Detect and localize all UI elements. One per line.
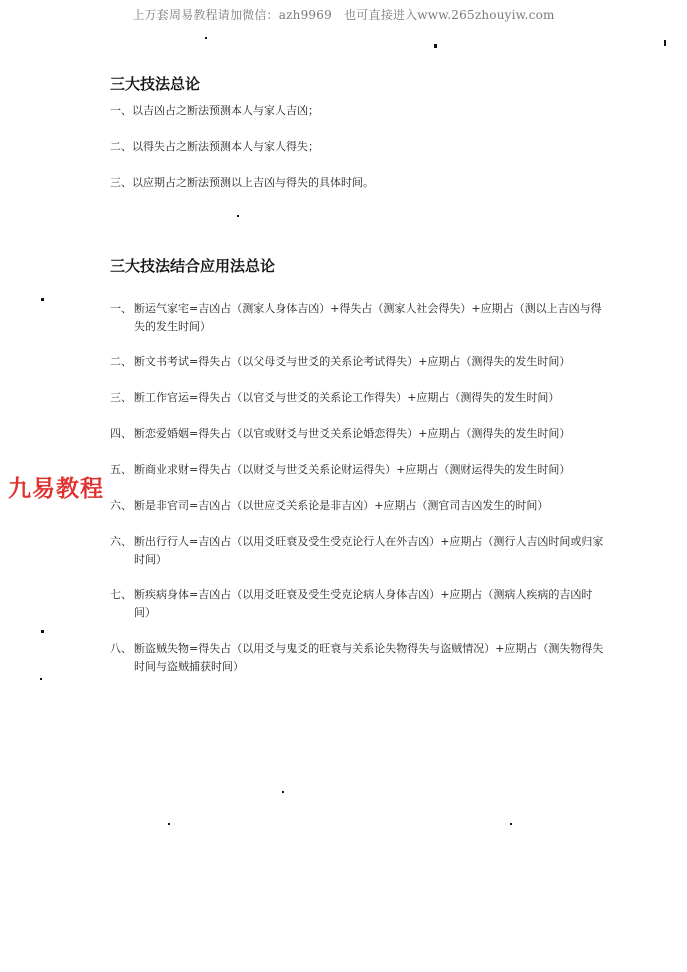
application-item — [110, 300, 605, 336]
item-number: 二、 — [110, 355, 132, 368]
scan-speck — [41, 630, 44, 633]
item-text: 断工作官运=得失占（以官爻与世爻的关系论工作得失）+应期占（测得失的发生时间） — [134, 391, 560, 404]
application-item — [110, 461, 605, 479]
item-text: 断盗贼失物=得失占（以用爻与鬼爻的旺衰与关系论失物得失与盗贼情况）+应期占（测失物得失时间与盗贼捕获时间） — [134, 642, 604, 673]
item-text: 断运气家宅=吉凶占（测家人身体吉凶）+得失占（测家人社会得失）+应期占（测以上吉凶与得失的发生时间） — [134, 302, 602, 333]
item-number: 七、 — [110, 588, 132, 601]
item-number: 八、 — [110, 642, 132, 655]
scan-speck — [510, 823, 512, 825]
scan-speck — [168, 823, 170, 825]
application-item — [110, 353, 605, 371]
header-watermark: 上万套周易教程请加微信：azh9969 也可直接进入www.265zhouyiw.com — [132, 8, 555, 22]
scan-speck — [434, 44, 437, 48]
item-number: 一、 — [110, 302, 132, 315]
section-title-combined-application: 三大技法结合应用法总论 — [110, 257, 276, 275]
item-number: 四、 — [110, 427, 132, 440]
scan-speck — [282, 791, 284, 793]
application-item — [110, 497, 605, 515]
item-number: 六、 — [110, 535, 132, 548]
item-number: 三、 — [110, 391, 132, 404]
application-item — [110, 533, 605, 569]
scan-speck — [664, 40, 666, 46]
side-watermark-logo: 九易教程 — [8, 476, 104, 502]
scan-speck — [205, 37, 207, 39]
item-number: 五、 — [110, 463, 132, 476]
application-item — [110, 586, 605, 622]
application-item — [110, 389, 605, 407]
technique-line-2: 二、以得失占之断法预测本人与家人得失； — [110, 140, 319, 153]
scan-speck — [41, 298, 44, 301]
item-text: 断文书考试=得失占（以父母爻与世爻的关系论考试得失）+应期占（测得失的发生时间） — [134, 355, 571, 368]
scan-speck — [237, 215, 239, 217]
section-title-three-techniques: 三大技法总论 — [110, 75, 201, 93]
application-item — [110, 640, 605, 676]
item-text: 断商业求财=得失占（以财爻与世爻关系论财运得失）+应期占（测财运得失的发生时间） — [134, 463, 571, 476]
item-text: 断恋爱婚姻=得失占（以官或财爻与世爻关系论婚恋得失）+应期占（测得失的发生时间） — [134, 427, 571, 440]
item-text: 断疾病身体=吉凶占（以用爻旺衰及受生受克论病人身体吉凶）+应期占（测病人疾病的吉凶时间） — [134, 588, 593, 619]
application-item — [110, 425, 605, 443]
scan-speck — [40, 678, 42, 680]
item-text: 断是非官司=吉凶占（以世应爻关系论是非吉凶）+应期占（测官司吉凶发生的时间） — [134, 499, 549, 512]
item-number: 六、 — [110, 499, 132, 512]
technique-line-1: 一、以吉凶占之断法预测本人与家人吉凶； — [110, 104, 319, 117]
technique-line-3: 三、以应期占之断法预测以上吉凶与得失的具体时间。 — [110, 176, 374, 189]
item-text: 断出行行人=吉凶占（以用爻旺衰及受生受克论行人在外吉凶）+应期占（测行人吉凶时间或归家时间） — [134, 535, 604, 566]
